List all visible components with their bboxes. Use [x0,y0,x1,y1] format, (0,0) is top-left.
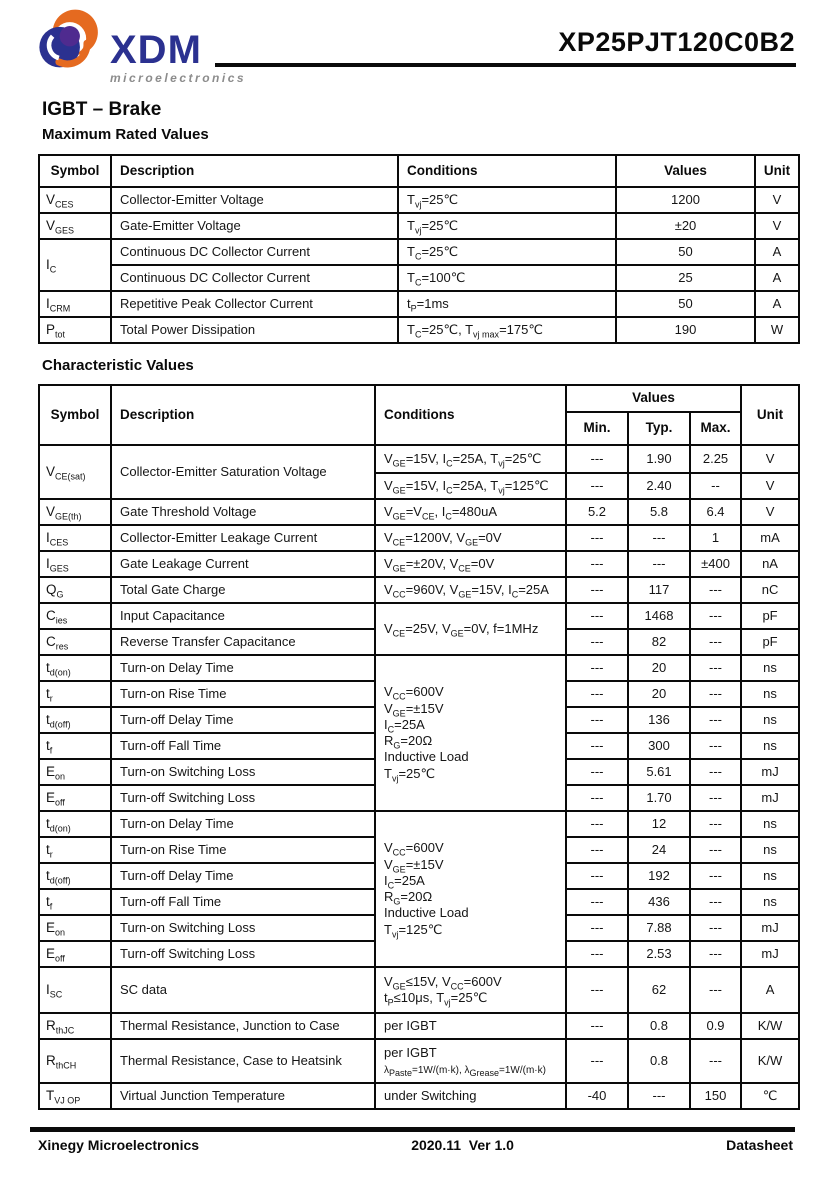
cell-unit: W [755,317,799,343]
footer [30,1137,795,1153]
cell-desc: Thermal Resistance, Junction to Case [111,1013,375,1039]
cell-unit: V [741,473,799,499]
cell-unit: nA [741,551,799,577]
cell-min: --- [566,785,628,811]
cell-desc: Turn-on Switching Loss [111,915,375,941]
cell-symbol: $E_{on}$ [39,759,111,785]
cell-unit: A [755,239,799,265]
cell-min: --- [566,863,628,889]
cell-desc: Continuous DC Collector Current [111,265,398,291]
cell-typ: 24 [628,837,690,863]
table-row [39,155,799,187]
cell-unit: mJ [741,915,799,941]
brand-tagline: microelectronics [110,71,247,85]
cell-max: --- [690,707,741,733]
cell-max: ±400 [690,551,741,577]
footer-rule [30,1127,795,1132]
cell-unit: ns [741,681,799,707]
cell-desc: Collector-Emitter Voltage [111,187,398,213]
cell-desc: Turn-off Fall Time [111,889,375,915]
xdm-logo-icon [30,6,108,82]
table-row [39,967,799,1013]
cell-unit: V [755,187,799,213]
cell-unit: A [755,265,799,291]
cell-min: --- [566,837,628,863]
cell-cond: $T_C=25℃$, $T_{vj max}=175℃$ [398,317,616,343]
cell-cond: $t_P=1ms$ [398,291,616,317]
cell-max: 150 [690,1083,741,1109]
cell-symbol: $C_{ies}$ [39,603,111,629]
cell-typ: 7.88 [628,915,690,941]
cell-cond: $V_{GE}=\pm 20V$, $V_{CE}=0V$ [375,551,566,577]
table-row [39,385,799,412]
cell-max: --- [690,759,741,785]
cell-cond: $V_{CC}=600V$ $V_{GE}=\pm 15V$ $I_C=25A$ $R_G=20\Omega$ Inductive Load $T_{vj}=125℃$ [375,811,566,967]
header-cell-symbol: Symbol [39,155,111,187]
cell-typ: --- [628,1083,690,1109]
cell-typ: 2.53 [628,941,690,967]
cell-symbol: $I_{CRM}$ [39,291,111,317]
cell-typ: 0.8 [628,1039,690,1083]
table-row [39,239,799,265]
cell-typ: 5.8 [628,499,690,525]
cell-desc: Turn-on Switching Loss [111,759,375,785]
cell-max: --- [690,655,741,681]
header-cell-val: Values [566,385,741,412]
header-cell-symbol: Symbol [39,385,111,445]
cell-min: --- [566,629,628,655]
cell-max: --- [690,889,741,915]
cell-typ: 1.90 [628,445,690,473]
cell-desc: Gate Threshold Voltage [111,499,375,525]
cell-cond: $T_{vj}=25℃$ [398,213,616,239]
cell-symbol: $t_{d(on)}$ [39,655,111,681]
cell-unit: pF [741,629,799,655]
cell-unit: mJ [741,785,799,811]
table-row [39,603,799,629]
cell-max: --- [690,1039,741,1083]
cell-desc: Repetitive Peak Collector Current [111,291,398,317]
cell-symbol: $P_{tot}$ [39,317,111,343]
cell-unit: ℃ [741,1083,799,1109]
cell-typ: 300 [628,733,690,759]
cell-max: 0.9 [690,1013,741,1039]
cell-unit: mA [741,525,799,551]
footer-doc-type: Datasheet [726,1137,793,1153]
cell-desc: Turn-off Delay Time [111,707,375,733]
cell-typ: --- [628,551,690,577]
cell-symbol: $t_{d(on)}$ [39,811,111,837]
cell-unit: A [741,967,799,1013]
cell-unit: pF [741,603,799,629]
cell-symbol: $t_f$ [39,733,111,759]
cell-min: --- [566,603,628,629]
table-row [39,265,799,291]
cell-cond: $V_{GE}\le 15V$, $V_{CC}=600V$ $t_P\le 10\mu s$, $T_{vj}=25℃$ [375,967,566,1013]
cell-cond: $V_{CE}=25V$, $V_{GE}=0V$, f=1MHz [375,603,566,655]
cell-desc: Gate Leakage Current [111,551,375,577]
cell-max: --- [690,837,741,863]
characteristics-title: Characteristic Values [42,357,194,374]
max-rated-title: Maximum Rated Values [42,126,209,143]
cell-typ: 117 [628,577,690,603]
cell-unit: ns [741,733,799,759]
cell-min: --- [566,915,628,941]
cell-desc: Turn-on Delay Time [111,811,375,837]
table-row [39,525,799,551]
cell-max: --- [690,863,741,889]
cell-unit: V [741,499,799,525]
cell-symbol: $t_r$ [39,681,111,707]
cell-symbol: $t_{d(off)}$ [39,863,111,889]
cell-max: --- [690,733,741,759]
cell-desc: Turn-off Delay Time [111,863,375,889]
cell-max: --- [690,603,741,629]
cell-symbol: $V_{CE(sat)}$ [39,445,111,499]
cell-unit: mJ [741,941,799,967]
cell-unit: ns [741,889,799,915]
cell-cond: per IGBT $\lambda_{Paste}=1W/(m\cdot k)$, $\lambda_{Grease}=1W/(m\cdot k)$ [375,1039,566,1083]
cell-min: --- [566,473,628,499]
cell-unit: V [755,213,799,239]
cell-desc: Turn-off Fall Time [111,733,375,759]
logo [30,6,246,85]
cell-cond: $V_{CE}=1200V$, $V_{GE}=0V$ [375,525,566,551]
cell-symbol: $t_r$ [39,837,111,863]
cell-typ: 436 [628,889,690,915]
cell-unit: nC [741,577,799,603]
cell-symbol: $E_{off}$ [39,785,111,811]
cell-min: --- [566,707,628,733]
cell-symbol: $t_{d(off)}$ [39,707,111,733]
cell-unit: mJ [741,759,799,785]
cell-cond: $V_{CC}=960V$, $V_{GE}=15V$, $I_C=25A$ [375,577,566,603]
cell-symbol: $R_{thCH}$ [39,1039,111,1083]
cell-cond: $V_{GE}=15V$, $I_C=25A$, $T_{vj}=25℃$ [375,445,566,473]
cell-max: -- [690,473,741,499]
characteristics-table [38,384,800,1110]
cell-max: --- [690,941,741,967]
cell-desc: Collector-Emitter Saturation Voltage [111,445,375,499]
cell-min: --- [566,1013,628,1039]
cell-max: --- [690,681,741,707]
cell-val: 190 [616,317,755,343]
cell-max: --- [690,785,741,811]
footer-version: 2020.11 Ver 1.0 [411,1137,514,1153]
cell-desc: Reverse Transfer Capacitance [111,629,375,655]
header-cell-unit: Unit [741,385,799,445]
cell-cond: $V_{GE}=V_{CE}$, $I_C=480uA$ [375,499,566,525]
table-row [39,577,799,603]
cell-desc: Thermal Resistance, Case to Heatsink [111,1039,375,1083]
cell-symbol: $Q_G$ [39,577,111,603]
cell-symbol: $C_{res}$ [39,629,111,655]
brand-block [110,6,246,85]
cell-unit: K/W [741,1013,799,1039]
cell-unit: A [755,291,799,317]
cell-cond: $V_{GE}=15V$, $I_C=25A$, $T_{vj}=125℃$ [375,473,566,499]
cell-min: 5.2 [566,499,628,525]
cell-symbol: $E_{on}$ [39,915,111,941]
header-cell-desc: Description [111,155,398,187]
cell-min: --- [566,967,628,1013]
header-cell-typ: Typ. [628,412,690,445]
cell-max: 2.25 [690,445,741,473]
cell-typ: 20 [628,681,690,707]
table-row [39,499,799,525]
cell-desc: Virtual Junction Temperature [111,1083,375,1109]
cell-symbol: $T_{VJ OP}$ [39,1083,111,1109]
cell-typ: 2.40 [628,473,690,499]
cell-min: --- [566,681,628,707]
cell-cond: $T_C=25℃$ [398,239,616,265]
cell-symbol: $I_{SC}$ [39,967,111,1013]
cell-val: 50 [616,291,755,317]
cell-typ: 136 [628,707,690,733]
header-cell-unit: Unit [755,155,799,187]
table-row [39,1083,799,1109]
table-row [39,551,799,577]
cell-unit: ns [741,655,799,681]
cell-min: --- [566,445,628,473]
cell-cond: per IGBT [375,1013,566,1039]
cell-cond: $V_{CC}=600V$ $V_{GE}=\pm 15V$ $I_C=25A$ $R_G=20\Omega$ Inductive Load $T_{vj}=25℃$ [375,655,566,811]
part-number: XP25PJT120C0B2 [558,27,795,57]
cell-symbol: $I_{GES}$ [39,551,111,577]
max-rated-table [38,154,800,344]
cell-val: ±20 [616,213,755,239]
header-rule [215,63,796,67]
cell-typ: 20 [628,655,690,681]
cell-min: --- [566,577,628,603]
cell-min: --- [566,733,628,759]
cell-symbol: $I_{CES}$ [39,525,111,551]
cell-typ: 1.70 [628,785,690,811]
cell-min: --- [566,941,628,967]
cell-desc: Turn-on Rise Time [111,837,375,863]
cell-unit: ns [741,811,799,837]
cell-max: --- [690,629,741,655]
table-row [39,317,799,343]
cell-desc: Turn-on Rise Time [111,681,375,707]
footer-company: Xinegy Microelectronics [38,1137,200,1153]
cell-max: --- [690,967,741,1013]
cell-max: 6.4 [690,499,741,525]
cell-max: --- [690,811,741,837]
cell-desc: Continuous DC Collector Current [111,239,398,265]
cell-val: 50 [616,239,755,265]
cell-val: 1200 [616,187,755,213]
cell-typ: 192 [628,863,690,889]
table-row [39,655,799,681]
cell-desc: Collector-Emitter Leakage Current [111,525,375,551]
cell-min: --- [566,655,628,681]
cell-typ: 0.8 [628,1013,690,1039]
cell-typ: --- [628,525,690,551]
cell-typ: 62 [628,967,690,1013]
header-cell-min: Min. [566,412,628,445]
cell-symbol: $V_{GE(th)}$ [39,499,111,525]
cell-min: -40 [566,1083,628,1109]
table-row [39,1013,799,1039]
header-cell-max: Max. [690,412,741,445]
cell-unit: V [741,445,799,473]
table-row [39,1039,799,1083]
cell-symbol: $R_{thJC}$ [39,1013,111,1039]
cell-cond: $T_C=100℃$ [398,265,616,291]
table-row [39,811,799,837]
cell-min: --- [566,1039,628,1083]
product-title: IGBT – Brake [42,99,162,120]
brand-text: XDM [110,28,202,72]
cell-desc: Total Gate Charge [111,577,375,603]
header-cell-desc: Description [111,385,375,445]
table-row [39,213,799,239]
table-row [39,187,799,213]
cell-typ: 1468 [628,603,690,629]
cell-desc: Input Capacitance [111,603,375,629]
cell-min: --- [566,811,628,837]
cell-typ: 5.61 [628,759,690,785]
cell-val: 25 [616,265,755,291]
cell-symbol: $t_f$ [39,889,111,915]
cell-typ: 82 [628,629,690,655]
header-cell-cond: Conditions [375,385,566,445]
cell-desc: Turn-on Delay Time [111,655,375,681]
cell-symbol: $E_{off}$ [39,941,111,967]
cell-desc: Turn-off Switching Loss [111,785,375,811]
cell-cond: under Switching [375,1083,566,1109]
cell-min: --- [566,551,628,577]
table-row [39,291,799,317]
cell-desc: Turn-off Switching Loss [111,941,375,967]
cell-desc: Total Power Dissipation [111,317,398,343]
cell-min: --- [566,525,628,551]
cell-min: --- [566,759,628,785]
cell-unit: ns [741,863,799,889]
cell-symbol: $V_{CES}$ [39,187,111,213]
cell-unit: K/W [741,1039,799,1083]
cell-max: --- [690,577,741,603]
cell-min: --- [566,889,628,915]
cell-unit: ns [741,837,799,863]
table-row [39,445,799,473]
cell-symbol: $V_{GES}$ [39,213,111,239]
cell-cond: $T_{vj}=25℃$ [398,187,616,213]
header-cell-val: Values [616,155,755,187]
cell-max: 1 [690,525,741,551]
cell-max: --- [690,915,741,941]
header-cell-cond: Conditions [398,155,616,187]
cell-symbol: $I_C$ [39,239,111,291]
cell-unit: ns [741,707,799,733]
cell-desc: Gate-Emitter Voltage [111,213,398,239]
cell-desc: SC data [111,967,375,1013]
cell-typ: 12 [628,811,690,837]
